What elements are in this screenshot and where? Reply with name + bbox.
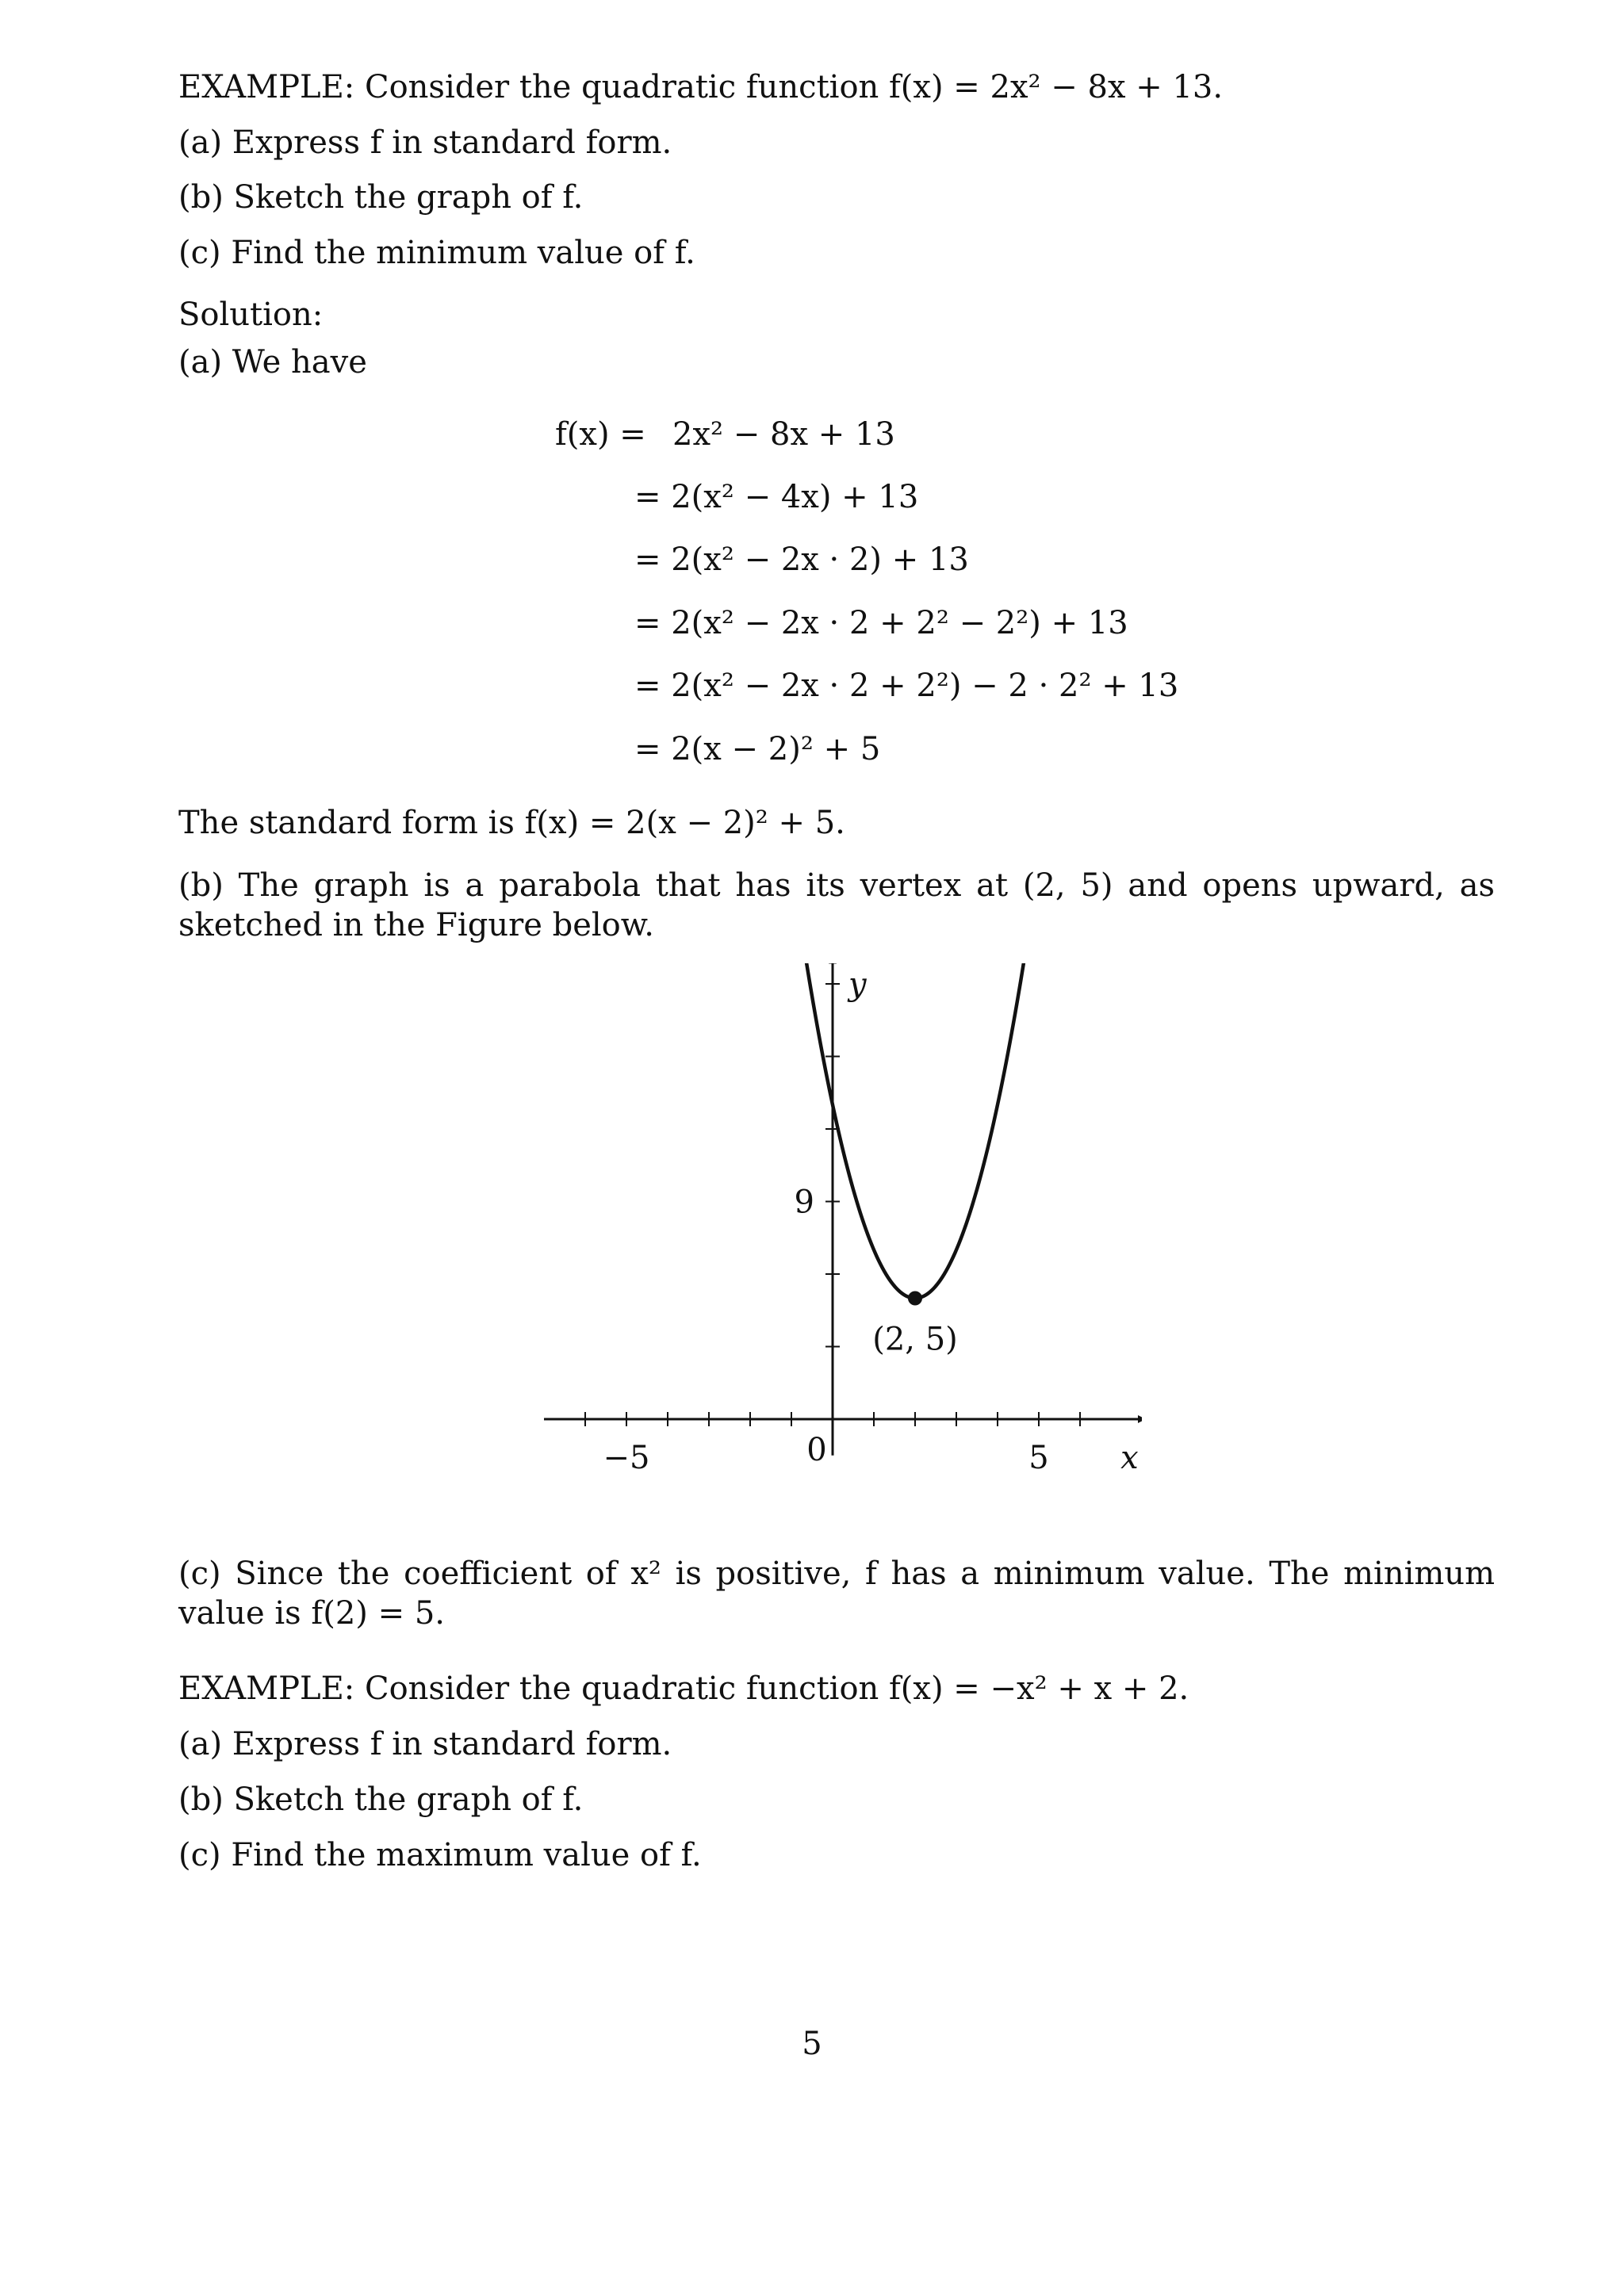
- example1-part-b: (b) Sketch the graph of f.: [178, 179, 584, 216]
- example2-part-a: (a) Express f in standard form.: [178, 1726, 672, 1762]
- example1-intro: EXAMPLE: Consider the quadratic function f(x) = 2x² − 8x + 13.: [178, 69, 1224, 105]
- derivation-line-3: = 2(x² − 2x · 2 + 2² − 2²) + 13: [634, 605, 1128, 641]
- origin-label: 0: [806, 1432, 827, 1468]
- vertex-point: [908, 1292, 922, 1306]
- example1-part-a: (a) Express f in standard form.: [178, 124, 672, 161]
- parabola-curve: [806, 963, 1025, 1299]
- y-axis-label: y: [848, 966, 867, 1003]
- solution-heading: Solution:: [178, 297, 324, 333]
- solution-a-intro: (a) We have: [178, 344, 367, 381]
- derivation-line-2: = 2(x² − 2x · 2) + 13: [634, 541, 969, 578]
- derivation-line-4: = 2(x² − 2x · 2 + 2²) − 2 · 2² + 13: [634, 668, 1179, 704]
- derivation-line-0: 2x² − 8x + 13: [672, 416, 895, 453]
- part-c-text: (c) Since the coefficient of x² is positive, f has a minimum value. The minimum value is f(2) = 5.: [178, 1556, 1495, 1632]
- part-b-text: (b) The graph is a parabola that has its vertex at (2, 5) and opens upward, as sketched in the Figure below.: [178, 867, 1495, 943]
- vertex-label: (2, 5): [872, 1321, 958, 1358]
- example1-part-c: (c) Find the minimum value of f.: [178, 235, 695, 271]
- page-number: 5: [802, 2026, 822, 2062]
- example2-intro: EXAMPLE: Consider the quadratic function f(x) = −x² + x + 2.: [178, 1670, 1189, 1707]
- derivation-line-5: = 2(x − 2)² + 5: [634, 731, 881, 767]
- parabola-graph: [523, 963, 1142, 1510]
- x-tick-label-5: 5: [1028, 1440, 1049, 1476]
- derivation-line-1: = 2(x² − 4x) + 13: [634, 479, 919, 515]
- example2-part-b: (b) Sketch the graph of f.: [178, 1781, 584, 1818]
- x-axis-label: x: [1120, 1440, 1139, 1476]
- standard-form-statement: The standard form is f(x) = 2(x − 2)² + 5.: [178, 805, 845, 841]
- x-tick-label-neg5: −5: [603, 1440, 650, 1476]
- derivation-lhs: f(x) =: [555, 416, 646, 453]
- y-tick-label-9: 9: [794, 1184, 814, 1221]
- example2-part-c: (c) Find the maximum value of f.: [178, 1837, 702, 1873]
